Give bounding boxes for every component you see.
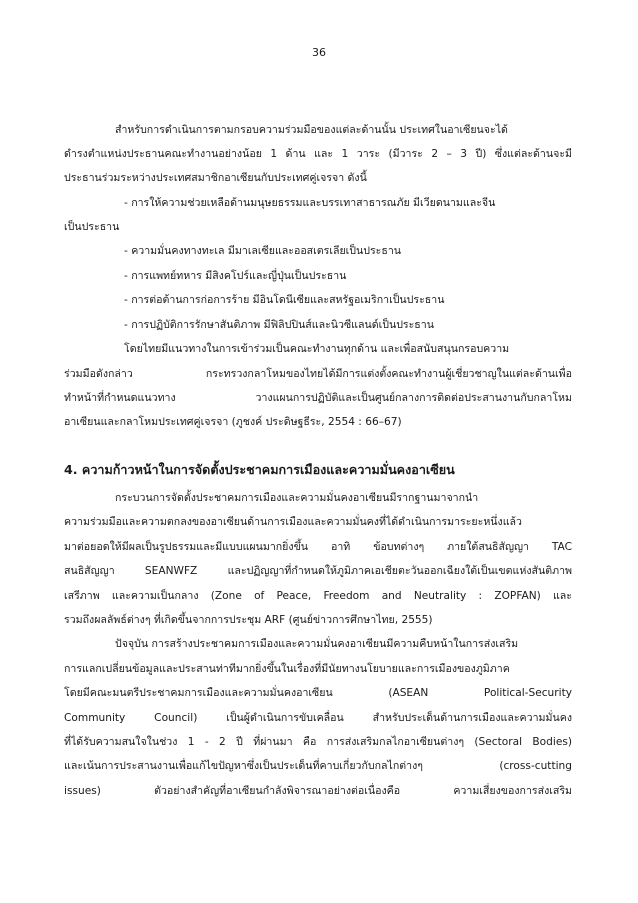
paragraph-line: ดำรงตำแหน่งประธานคณะทำงานอย่างน้อย 1 ด้าน และ 1 วาระ (มีวาระ 2 – 3 ปี) ซึ่งแต่ละด้านจะมี (64, 148, 572, 160)
bullet-item: - การให้ความช่วยเหลือด้านมนุษยธรรมและบรรเทาสาธารณภัย มีเวียดนามและจีน (124, 197, 496, 209)
paragraph-line: ประธานร่วมระหว่างประเทศสมาชิกอาเซียนกับประเทศคู่เจรจา ดังนี้ (64, 172, 367, 184)
paragraph-line: และเน้นการประสานงานเพื่อแก้ไขปัญหาซึ่งเป็นประเด็นที่คาบเกี่ยวกับกลไกต่างๆ (cross-cutting (64, 760, 572, 772)
paragraph-line: ที่ได้รับความสนใจในช่วง 1 - 2 ปี ที่ผ่านมา คือ การส่งเสริมกลไกอาเซียนต่างๆ (Sectoral Bodies) (64, 736, 572, 748)
paragraph-line: รวมถึงผลลัพธ์ต่างๆ ที่เกิดขึ้นจากการประชุม ARF (ศูนย์ข่าวการศึกษาไทย, 2555) (64, 614, 433, 626)
paragraph-line: ร่วมมือดังกล่าว กระทรวงกลาโหมของไทยได้มีการแต่งตั้งคณะทำงานผู้เชี่ยวชาญในแต่ละด้านเพื่อ (64, 368, 572, 380)
paragraph-line: กระบวนการจัดตั้งประชาคมการเมืองและความมั่นคงอาเซียนมีรากฐานมาจากนำ (115, 492, 479, 504)
paragraph-line: ปัจจุบัน การสร้างประชาคมการเมืองและความมั่นคงอาเซียนมีความคืบหน้าในการส่งเสริม (115, 638, 519, 650)
paragraph-line: ทำหน้าที่กำหนดแนวทาง วางแผนการปฏิบัติและเป็นศูนย์กลางการติดต่อประสานงานกับกลาโหม (64, 392, 572, 404)
paragraph-line: issues) ตัวอย่างสำคัญที่อาเซียนกำลังพิจารณาอย่างต่อเนื่องคือ ความเสี่ยงของการส่งเสริม (64, 785, 572, 797)
paragraph-line: การแลกเปลี่ยนข้อมูลและประสานท่าทีมากยิ่งขึ้นในเรื่องที่มีนัยทางนโยบายและการเมืองของภูมิภาค (64, 663, 510, 675)
paragraph-line: สำหรับการดำเนินการตามกรอบความร่วมมือของแต่ละด้านนั้น ประเทศในอาเซียนจะได้ (115, 124, 508, 136)
page-number: 36 (312, 46, 326, 59)
bullet-item: - ความมั่นคงทางทะเล มีมาเลเซียและออสเตรเลียเป็นประธาน (124, 245, 402, 257)
bullet-item-continuation: เป็นประธาน (64, 221, 120, 233)
paragraph-line: โดยมีคณะมนตรีประชาคมการเมืองและความมั่นคงอาเซียน (ASEAN Political-Security (64, 687, 572, 699)
paragraph-line: Community Council) เป็นผู้ดำเนินการขับเคลื่อน สำหรับประเด็นด้านการเมืองและความมั่นคง (64, 712, 572, 724)
bullet-item: - การต่อต้านการก่อการร้าย มีอินโดนีเซียและสหรัฐอเมริกาเป็นประธาน (124, 294, 445, 306)
paragraph-line: ความร่วมมือและความตกลงของอาเซียนด้านการเมืองและความมั่นคงที่ได้ดำเนินการมาระยะหนึ่งแล้ว (64, 516, 522, 528)
paragraph-line: สนธิสัญญา SEANWFZ และปฏิญญาที่กำหนดให้ภูมิภาคเอเชียตะวันออกเฉียงใต้เป็นเขตแห่งสันติภาพ (64, 565, 572, 577)
paragraph-line: เสรีภาพ และความเป็นกลาง (Zone of Peace, Freedom and Neutrality : ZOPFAN) และ (64, 590, 572, 602)
paragraph-line: มาต่อยอดให้มีผลเป็นรูปธรรมและมีแบบแผนมากยิ่งขึ้น อาทิ ข้อบทต่างๆ ภายใต้สนธิสัญญา TAC (64, 541, 572, 553)
bullet-item: - การปฏิบัติการรักษาสันติภาพ มีฟิลิปปินส์และนิวซีแลนด์เป็นประธาน (124, 319, 434, 331)
paragraph-line: โดยไทยมีแนวทางในการเข้าร่วมเป็นคณะทำงานทุกด้าน และเพื่อสนับสนุนกรอบความ (124, 343, 510, 355)
bullet-item: - การแพทย์ทหาร มีสิงคโปร์และญี่ปุ่นเป็นประธาน (124, 270, 347, 282)
paragraph-line: อาเซียนและกลาโหมประเทศคู่เจรจา (ภูชงค์ ประดิษฐธีระ, 2554 : 66–67) (64, 416, 402, 428)
section-heading: 4. ความก้าวหน้าในการจัดตั้งประชาคมการเมืองและความมั่นคงอาเซียน (64, 462, 455, 477)
